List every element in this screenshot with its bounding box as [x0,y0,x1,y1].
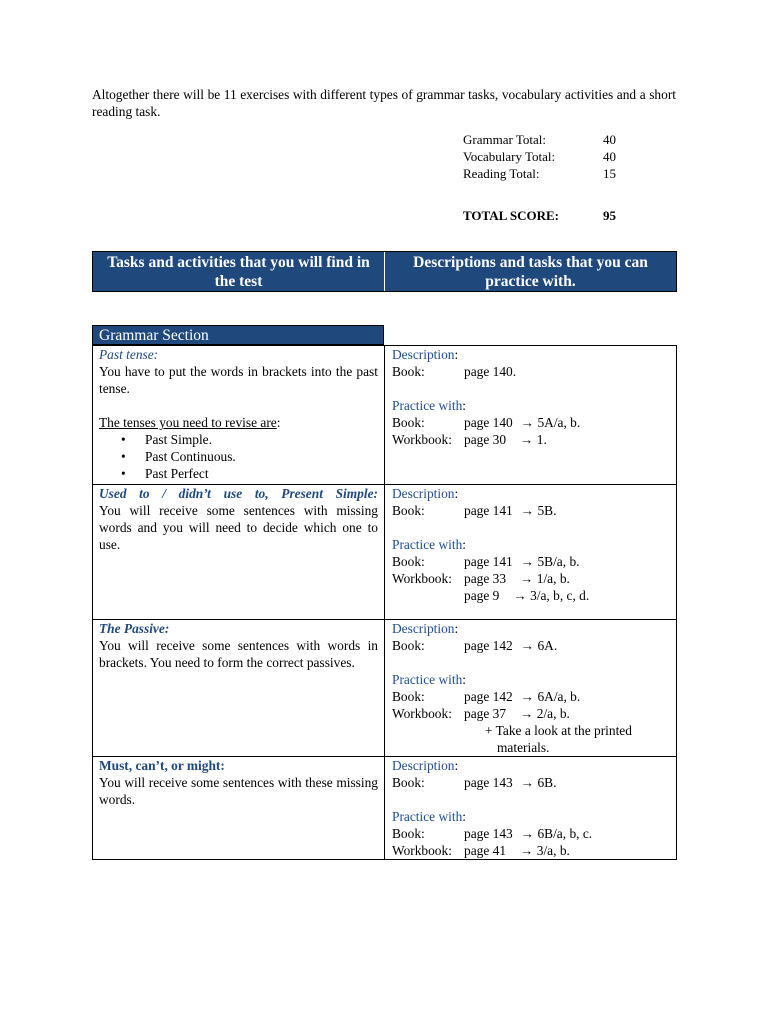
table-row [93,757,677,860]
intro-paragraph: Altogether there will be 11 exercises with different types of grammar tasks, vocabulary activities and a short reading task. [92,87,676,119]
practice-cell [385,346,677,485]
practice-label: Practice with: [392,537,467,552]
grammar-section-title: Grammar Section [92,325,384,345]
table-row [93,346,677,485]
description-label: Description: [392,758,459,773]
list-item: • Past Continuous. [99,448,378,465]
list-item: • Past Perfect [99,465,378,482]
description-ref: Book: page 143 → 6B. [392,775,557,790]
reading-total-row [463,165,633,182]
practice-ref: Workbook: page 37 → 2/a, b. [392,706,570,721]
grammar-total-row [463,131,633,148]
task-text: You will receive some sentences with words in brackets. You need to form the correct passives. [99,638,378,670]
total-score-label: TOTAL SCORE: [463,208,559,223]
list-item: • Past Simple. [99,431,378,448]
description-label: Description: [392,347,459,362]
task-cell [93,757,385,860]
topic-title: Past tense: [99,347,159,362]
practice-ref: Book: page 142 → 6A/a, b. [392,689,581,704]
total-label: Reading Total: [463,166,540,181]
practice-ref: Book: page 143 → 6B/a, b, c. [392,826,593,841]
description-ref: Book: page 140. [392,364,517,379]
task-cell [93,620,385,757]
grammar-table [92,345,677,860]
practice-label: Practice with: [392,809,467,824]
note-line: materials. [497,740,550,755]
total-value: 40 [603,149,616,164]
description-ref: Book: page 141 → 5B. [392,503,557,518]
task-text: You will receive some sentences with these missing words. [99,775,378,807]
practice-ref: Workbook: page 41 → 3/a, b. [392,843,570,858]
vocabulary-total-row [463,148,633,165]
table-row [93,485,677,620]
practice-ref: Workbook: page 33 → 1/a, b. [392,571,570,586]
practice-label: Practice with: [392,672,467,687]
practice-label: Practice with: [392,398,467,413]
task-cell [93,346,385,485]
practice-ref: Book: page 140 → 5A/a, b. [392,415,581,430]
practice-cell [385,620,677,757]
topic-title: The Passive: [99,621,170,636]
topic-title: Must, can’t, or might: [99,758,225,773]
practice-ref: Workbook: page 30 → 1. [392,432,547,447]
note-line: + Take a look at the printed [485,723,632,738]
description-label: Description: [392,486,459,501]
table-header [92,251,677,292]
total-value: 40 [603,132,616,147]
header-right: Descriptions and tasks that you can practice with. [413,253,648,290]
score-totals [463,131,633,224]
revise-line: The tenses you need to revise are: [99,415,281,430]
task-cell [93,485,385,620]
description-label: Description: [392,621,459,636]
total-value: 15 [603,166,616,181]
topic-title: Used to / didn’t use to, Present Simple: [99,486,378,501]
practice-cell [385,757,677,860]
table-row [93,620,677,757]
practice-ref: page 9 → 3/a, b, c, d. [464,588,590,603]
revise-text: The tenses you need to revise are [99,415,277,430]
task-text: You have to put the words in brackets into the past tense. [99,364,378,396]
header-left: Tasks and activities that you will find in the test [93,252,385,291]
practice-ref: Book: page 141 → 5B/a, b. [392,554,580,569]
total-label: Vocabulary Total: [463,149,556,164]
practice-cell [385,485,677,620]
total-score-value: 95 [603,208,616,223]
task-text: You will receive some sentences with missing words and you will need to decide which one to use. [99,503,378,552]
total-score-row [463,207,633,224]
description-ref: Book: page 142 → 6A. [392,638,558,653]
tense-list [99,431,378,482]
total-label: Grammar Total: [463,132,546,147]
